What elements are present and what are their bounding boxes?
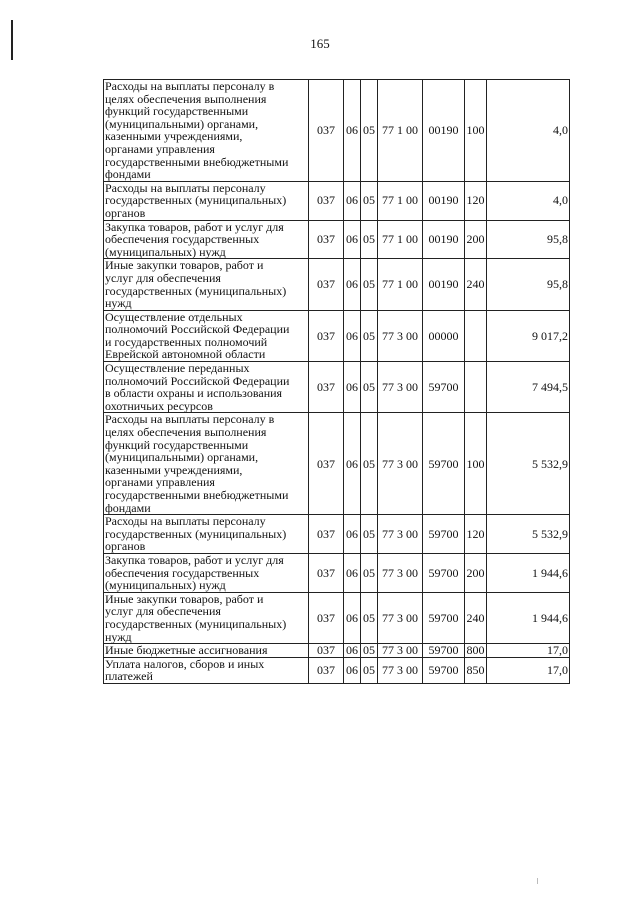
item-name-cell [104,553,309,592]
subsection-code-cell: 05 [361,553,378,592]
item-name-line: (муниципальных) нужд [105,578,226,593]
program-code-cell: 77 3 00 [378,644,423,658]
program-code-cell: 77 3 00 [378,515,423,554]
ministry-code-cell: 037 [309,220,344,259]
item-name-line: государственных (муниципальных) [105,283,287,298]
subsection-code-cell: 05 [361,657,378,683]
page-number: 165 [310,36,330,51]
item-name-line: Еврейской автономной области [105,347,266,362]
item-name-line: Расходы на выплаты персоналу в [105,412,275,427]
section-code-cell: 06 [344,259,361,310]
direction-code-cell: 59700 [423,515,465,554]
item-name-line: органами управления [105,141,215,156]
item-name-cell [104,413,309,515]
section-code-cell: 06 [344,657,361,683]
item-name-line: фондами [105,167,151,182]
section-code-cell: 06 [344,644,361,658]
section-code-cell: 06 [344,413,361,515]
ministry-code-cell: 037 [309,181,344,220]
direction-code-cell: 59700 [423,644,465,658]
expense-type-cell [465,310,487,361]
item-name-line: полномочий Российской Федерации [105,373,290,388]
subsection-code-cell: 05 [361,644,378,658]
item-name-line: органами управления [105,475,215,490]
subsection-code-cell: 05 [361,310,378,361]
scan-artifact [537,878,538,884]
table-row [104,592,570,643]
item-name-line: государственными внебюджетными [105,488,289,502]
budget-table-body [104,80,570,684]
item-name-line: Расходы на выплаты персоналу [105,514,266,529]
amount-cell: 95,8 [487,259,570,310]
section-code-cell: 06 [344,592,361,643]
budget-table [103,79,570,684]
program-code-cell: 77 3 00 [378,310,423,361]
table-row [104,259,570,310]
item-name-line: нужд [105,629,132,644]
direction-code-cell: 59700 [423,553,465,592]
ministry-code-cell: 037 [309,515,344,554]
item-name-line: целях обеспечения выполнения [105,425,267,440]
program-code-cell: 77 3 00 [378,592,423,643]
expense-type-cell: 850 [465,657,487,683]
ministry-code-cell: 037 [309,644,344,658]
item-name-line: Иные закупки товаров, работ и [105,592,264,606]
subsection-code-cell: 05 [361,515,378,554]
program-code-cell: 77 1 00 [378,181,423,220]
expense-type-cell: 120 [465,181,487,220]
item-name-line: государственных (муниципальных) [105,193,287,208]
item-name-cell [104,80,309,182]
ministry-code-cell: 037 [309,80,344,182]
expense-type-cell [465,362,487,413]
ministry-code-cell: 037 [309,310,344,361]
item-name-line: органов [105,205,146,220]
item-name-line: казенными учреждениями, [105,462,243,477]
amount-cell: 95,8 [487,220,570,259]
item-name-line: платежей [105,669,153,684]
item-name-line: органов [105,539,146,554]
direction-code-cell: 00190 [423,259,465,310]
item-name-line: в области охраны и использования [105,386,283,401]
item-name-cell [104,592,309,643]
item-name-line: обеспечения государственных [105,565,260,580]
program-code-cell: 77 1 00 [378,259,423,310]
item-name-line: государственными внебюджетными [105,154,289,169]
expense-type-cell: 240 [465,259,487,310]
item-name-cell [104,181,309,220]
item-name-cell [104,515,309,554]
ministry-code-cell: 037 [309,362,344,413]
item-name-line: полномочий Российской Федерации [105,322,290,337]
program-code-cell: 77 3 00 [378,362,423,413]
amount-cell: 5 532,9 [487,515,570,554]
item-name-line: функций государственными [105,104,249,119]
direction-code-cell: 59700 [423,657,465,683]
item-name-line: Осуществление переданных [105,361,250,376]
ministry-code-cell: 037 [309,553,344,592]
amount-cell: 17,0 [487,657,570,683]
item-name-line: услуг для обеспечения [105,270,221,285]
program-code-cell: 77 3 00 [378,553,423,592]
amount-cell: 4,0 [487,80,570,182]
expense-type-cell: 240 [465,592,487,643]
direction-code-cell: 59700 [423,362,465,413]
expense-type-cell: 100 [465,413,487,515]
subsection-code-cell: 05 [361,413,378,515]
expense-type-cell: 100 [465,80,487,182]
amount-cell: 5 532,9 [487,413,570,515]
section-code-cell: 06 [344,362,361,413]
table-row [104,657,570,683]
table-row [104,413,570,515]
section-code-cell: 06 [344,553,361,592]
item-name-line: государственных (муниципальных) [105,616,287,631]
item-name-cell [104,657,309,683]
section-code-cell: 06 [344,310,361,361]
table-row [104,515,570,554]
item-name-line: целях обеспечения выполнения [105,91,267,106]
item-name-line: Закупка товаров, работ и услуг для [105,553,284,567]
program-code-cell: 77 3 00 [378,657,423,683]
item-name-line: (муниципальными) органами, [105,116,259,131]
item-name-line: Расходы на выплаты персоналу [105,181,266,195]
item-name-line: Уплата налогов, сборов и иных [105,657,265,671]
table-row [104,644,570,658]
item-name-cell [104,310,309,361]
table-row [104,181,570,220]
item-name-line: Расходы на выплаты персоналу в [105,79,275,93]
item-name-line: нужд [105,296,132,311]
ministry-code-cell: 037 [309,413,344,515]
table-row [104,220,570,259]
item-name-line: функций государственными [105,437,249,452]
item-name-line: охотничьих ресурсов [105,398,213,413]
item-name-cell [104,644,309,658]
item-name-line: Иные бюджетные ассигнования [105,643,268,658]
item-name-line: Иные закупки товаров, работ и [105,258,264,273]
subsection-code-cell: 05 [361,592,378,643]
direction-code-cell: 59700 [423,592,465,643]
table-row [104,362,570,413]
item-name-line: услуг для обеспечения [105,604,221,619]
direction-code-cell: 00190 [423,181,465,220]
expense-type-cell: 800 [466,643,485,658]
subsection-code-cell: 05 [361,259,378,310]
table-row [104,80,570,182]
item-name-line: государственных (муниципальных) [105,526,287,541]
item-name-line: Осуществление отдельных [105,310,243,324]
direction-code-cell: 00190 [423,220,465,259]
expense-type-cell: 200 [465,553,487,592]
amount-cell: 1 944,6 [487,592,570,643]
table-row [104,553,570,592]
expense-type-cell: 200 [465,220,487,259]
program-code-cell: 77 1 00 [378,220,423,259]
subsection-code-cell: 05 [361,362,378,413]
item-name-line: казенными учреждениями, [105,129,243,144]
item-name-line: (муниципальных) нужд [105,244,226,259]
item-name-line: обеспечения государственных [105,232,260,247]
subsection-code-cell: 05 [361,80,378,182]
item-name-cell [104,220,309,259]
item-name-line: Закупка товаров, работ и услуг для [105,220,284,234]
ministry-code-cell: 037 [309,592,344,643]
item-name-line: фондами [105,500,151,515]
program-code-cell: 77 1 00 [378,80,423,182]
expense-type-cell: 120 [465,515,487,554]
direction-code-cell: 00190 [423,80,465,182]
section-code-cell: 06 [344,80,361,182]
table-row [104,310,570,361]
subsection-code-cell: 05 [361,220,378,259]
amount-cell: 1 944,6 [487,553,570,592]
item-name-line: и государственных полномочий [105,334,268,349]
ministry-code-cell: 037 [309,259,344,310]
direction-code-cell: 59700 [423,413,465,515]
ministry-code-cell: 037 [309,657,344,683]
item-name-cell [104,362,309,413]
amount-cell: 9 017,2 [487,310,570,361]
item-name-line: (муниципальными) органами, [105,450,259,465]
amount-cell: 17,0 [487,644,570,658]
direction-code-cell: 00000 [423,310,465,361]
section-code-cell: 06 [344,181,361,220]
program-code-cell: 77 3 00 [378,413,423,515]
section-code-cell: 06 [344,515,361,554]
item-name-cell [104,259,309,310]
subsection-code-cell: 05 [361,181,378,220]
section-code-cell: 06 [344,220,361,259]
amount-cell: 7 494,5 [487,362,570,413]
amount-cell: 4,0 [487,181,570,220]
